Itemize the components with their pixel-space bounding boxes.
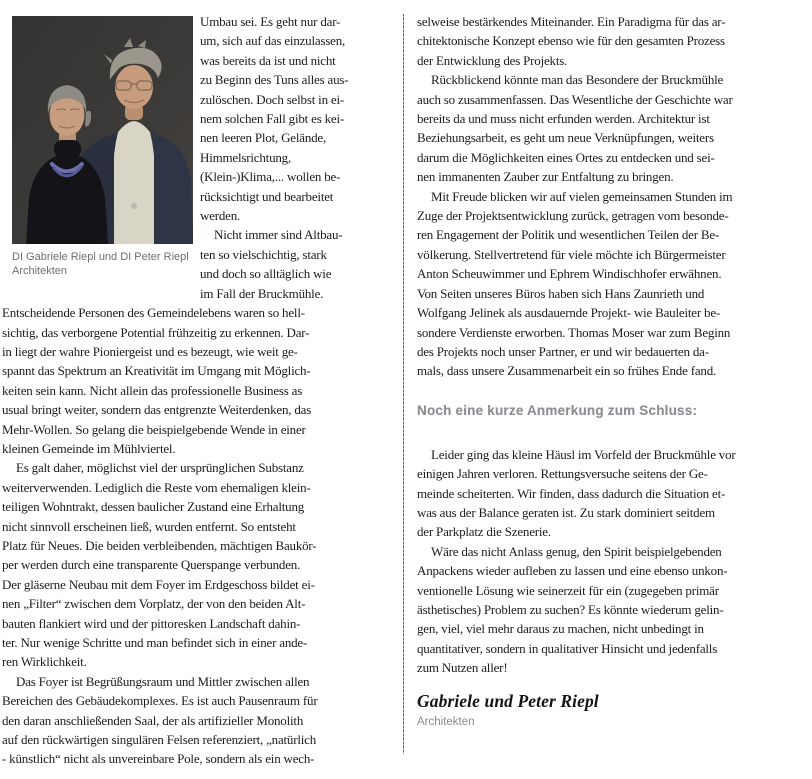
text-line: der Parkplatz die Szenerie. bbox=[417, 524, 551, 540]
text-line: quantitativer, sondern in qualitativer Hinsicht und jedenfalls bbox=[417, 640, 718, 656]
text-line: der Entwicklung des Projekts. bbox=[417, 52, 568, 68]
intro-text-column bbox=[200, 0, 404, 303]
text-line: nen „Filter“ zwischen dem Vorplatz, der von den beiden Alt- bbox=[2, 596, 306, 612]
text-line: Wäre das nicht Anlass genug, den Spirit beispielgebenden bbox=[431, 543, 722, 559]
text-line: sondere Verdienste erworben. Thomas Moser war zum Beginn bbox=[417, 324, 731, 340]
text-line: chitektonische Konzept ebenso wie für den gesamten Prozess bbox=[417, 33, 725, 49]
text-line: völkerung. Stellvertretend für viele möchte ich Bürgermeister bbox=[417, 246, 726, 262]
text-line: nicht sinnvoll erscheinen ließ, wurden entfernt. So entsteht bbox=[2, 518, 296, 534]
text-line: ren Wirklichkeit. bbox=[2, 654, 87, 670]
text-line: Umbau sei. Es geht nur dar- bbox=[200, 14, 341, 29]
text-line: um, sich auf das einzulassen, bbox=[200, 33, 346, 49]
text-line: zu Beginn des Tuns alles aus- bbox=[200, 72, 349, 88]
photo-caption-names: DI Gabriele Riepl und DI Peter Riepl bbox=[12, 251, 189, 263]
text-line: auch so zusammenfassen. Das Wesentliche der Geschichte war bbox=[417, 91, 733, 107]
text-line: in liegt der wahre Pioniergeist und es bezeugt, wie weit ge- bbox=[2, 343, 298, 359]
signature: Gabriele und Peter Riepl bbox=[417, 690, 599, 711]
text-line: meinde scheiterten. Wir finden, dass dadurch die Situation et- bbox=[417, 485, 726, 501]
photo-caption-role: Architekten bbox=[12, 264, 68, 277]
text-line: des Projekts noch unser Partner, er und wir bedauerten da- bbox=[417, 343, 709, 359]
paragraph bbox=[2, 672, 404, 769]
paragraph bbox=[200, 12, 404, 225]
text-line: ventionelle Lösung wie seinerzeit für ein (zugegeben primär bbox=[417, 582, 719, 598]
text-line: Himmelsrichtung, bbox=[200, 149, 292, 165]
text-line: rücksichtigt und bearbeitet bbox=[200, 188, 334, 204]
text-line: im Fall der Bruckmühle. bbox=[200, 285, 324, 301]
architects-photo-block bbox=[2, 0, 200, 303]
paragraph bbox=[417, 70, 811, 186]
text-line: Es galt daher, möglichst viel der ursprünglichen Substanz bbox=[16, 460, 304, 476]
paragraph bbox=[417, 445, 811, 542]
text-line: ren Engagement der Politik und wesentlichen Teilen der Be- bbox=[417, 227, 720, 243]
text-line: Platz für Neues. Die beiden verbleibenden, mächtigen Baukör- bbox=[2, 537, 317, 553]
text-line: nem solchen Fall gibt es kei- bbox=[200, 111, 345, 127]
text-line: bereits da und muss nicht erfunden werden. Architektur ist bbox=[417, 111, 710, 127]
text-line: sichtig, das verborgene Potential frühzeitig zu erkennen. Dar- bbox=[2, 324, 310, 340]
text-line: Von Seiten unseres Büros haben sich Hans Zaunrieth und bbox=[417, 285, 705, 301]
text-line: per werden durch eine transparente Querspange verbunden. bbox=[2, 557, 301, 573]
text-line: kleinen Gemeinde im Mühlviertel. bbox=[2, 440, 176, 456]
intro-row bbox=[2, 0, 404, 303]
paragraph bbox=[2, 303, 404, 458]
text-line: spannt das Spektrum an Kreativität im Umgang mit Möglich- bbox=[2, 363, 311, 379]
text-line: nen leeren Plot, Gelände, bbox=[200, 130, 327, 146]
text-line: Leider ging das kleine Häusl im Vorfeld der Bruckmühle vor bbox=[431, 446, 736, 462]
text-line: Rückblickend könnte man das Besondere der Bruckmühle bbox=[431, 72, 724, 88]
left-column-body-text bbox=[2, 303, 404, 769]
text-line: Das Foyer ist Begrüßungsraum und Mittler zwischen allen bbox=[16, 673, 310, 689]
text-line: bauten flankiert wird und der pittoresken Landschaft dahin- bbox=[2, 615, 301, 631]
text-line: Anton Scheuwimmer und Ephrem Windischhofer erwähnen. bbox=[417, 266, 722, 282]
text-line: Mit Freude blicken wir auf vielen gemeinsamen Stunden im bbox=[431, 188, 733, 204]
text-line: darum die Möglichkeiten eines Ortes zu entdecken und sei- bbox=[417, 149, 715, 165]
text-line: nen immanenten Zauber zur Entfaltung zu bringen. bbox=[417, 169, 674, 185]
right-text-column bbox=[417, 0, 811, 729]
text-line: Entscheidende Personen des Gemeindelebens waren so hell- bbox=[2, 305, 305, 321]
column-divider bbox=[403, 14, 404, 754]
text-line: mals, dass unsere Zusammenarbeit ein so frühes Ende fand. bbox=[417, 363, 717, 379]
text-line: Beziehungsarbeit, es geht um neue Verknüpfungen, weiters bbox=[417, 130, 714, 146]
paragraph bbox=[417, 542, 811, 678]
text-line: was aus der Balance geraten ist. Zu stark dominiert seitdem bbox=[417, 504, 715, 520]
architects-portrait-photo bbox=[12, 16, 193, 244]
paragraph bbox=[417, 12, 811, 70]
right-column-body-text bbox=[417, 12, 811, 381]
text-line: gen, viel, viel mehr daraus zu machen, nicht unbedingt in bbox=[417, 621, 704, 637]
text-line: (Klein-)Klima,... wollen be- bbox=[200, 169, 341, 185]
text-line: teiligen Wohntrakt, dessen baulicher Zustand eine Erhaltung bbox=[2, 499, 305, 515]
text-line: keiten sein kann. Nicht allein das professionelle Business as bbox=[2, 382, 303, 398]
text-line: zum Nutzen aller! bbox=[417, 660, 508, 676]
paragraph bbox=[417, 187, 811, 381]
text-line: einigen Jahren verloren. Rettungsversuche seitens der Ge- bbox=[417, 466, 708, 482]
text-line: Bereichen des Gebäudekomplexes. Es ist auch Pausenraum für bbox=[2, 693, 318, 709]
signature-role: Architekten bbox=[417, 715, 475, 728]
text-line: auf den rückwärtigen singulären Felsen referenziert, „natürlich bbox=[2, 732, 317, 748]
left-text-column bbox=[2, 0, 404, 769]
note-body-text bbox=[417, 445, 811, 678]
text-line: Wolfgang Jelinek als ausdauernde Projekt- wie Bauleiter be- bbox=[417, 305, 721, 321]
text-line: den daran anschließenden Saal, der als artifizieller Monolith bbox=[2, 712, 304, 728]
text-line: usual bringt weiter, sondern das entgrenzte Weiterdenken, das bbox=[2, 402, 312, 418]
text-line: ten so vielschichtig, stark bbox=[200, 246, 327, 262]
text-line: ter. Nur wenige Schritte und man befindet sich in einer ande- bbox=[2, 635, 308, 650]
text-line: Nicht immer sind Altbau- bbox=[214, 227, 343, 243]
text-line: Zuge der Projektsentwicklung zurück, getragen vom besonde- bbox=[417, 208, 729, 224]
text-line: werden. bbox=[200, 208, 241, 224]
text-line: Mehr-Wollen. So gelang die beispielgebende Wende in einer bbox=[2, 421, 306, 437]
text-line: selweise bestärkendes Miteinander. Ein Paradigma für das ar- bbox=[417, 14, 726, 29]
paragraph bbox=[2, 458, 404, 671]
text-line: Anpackens wieder aufleben zu lassen und eine ebenso unkon- bbox=[417, 563, 728, 579]
text-line: - künstlich“ nicht als unvereinbare Pole, sondern als ein wech- bbox=[2, 751, 315, 767]
text-line: zulöschen. Doch selbst in ei- bbox=[200, 91, 345, 107]
text-line: und doch so alltäglich wie bbox=[200, 266, 332, 282]
photo-caption bbox=[12, 251, 200, 278]
text-line: weiterverwenden. Lediglich die Reste vom ehemaligen klein- bbox=[2, 479, 311, 495]
note-heading: Noch eine kurze Anmerkung zum Schluss: bbox=[417, 402, 698, 418]
text-line: Der gläserne Neubau mit dem Foyer im Erdgeschoss bildet ei- bbox=[2, 576, 315, 592]
text-line: ästhetisches) Problem zu suchen? Es könnte wiederum gelin- bbox=[417, 601, 724, 617]
paragraph bbox=[200, 225, 404, 303]
text-line: was bereits da ist und nicht bbox=[200, 52, 336, 68]
